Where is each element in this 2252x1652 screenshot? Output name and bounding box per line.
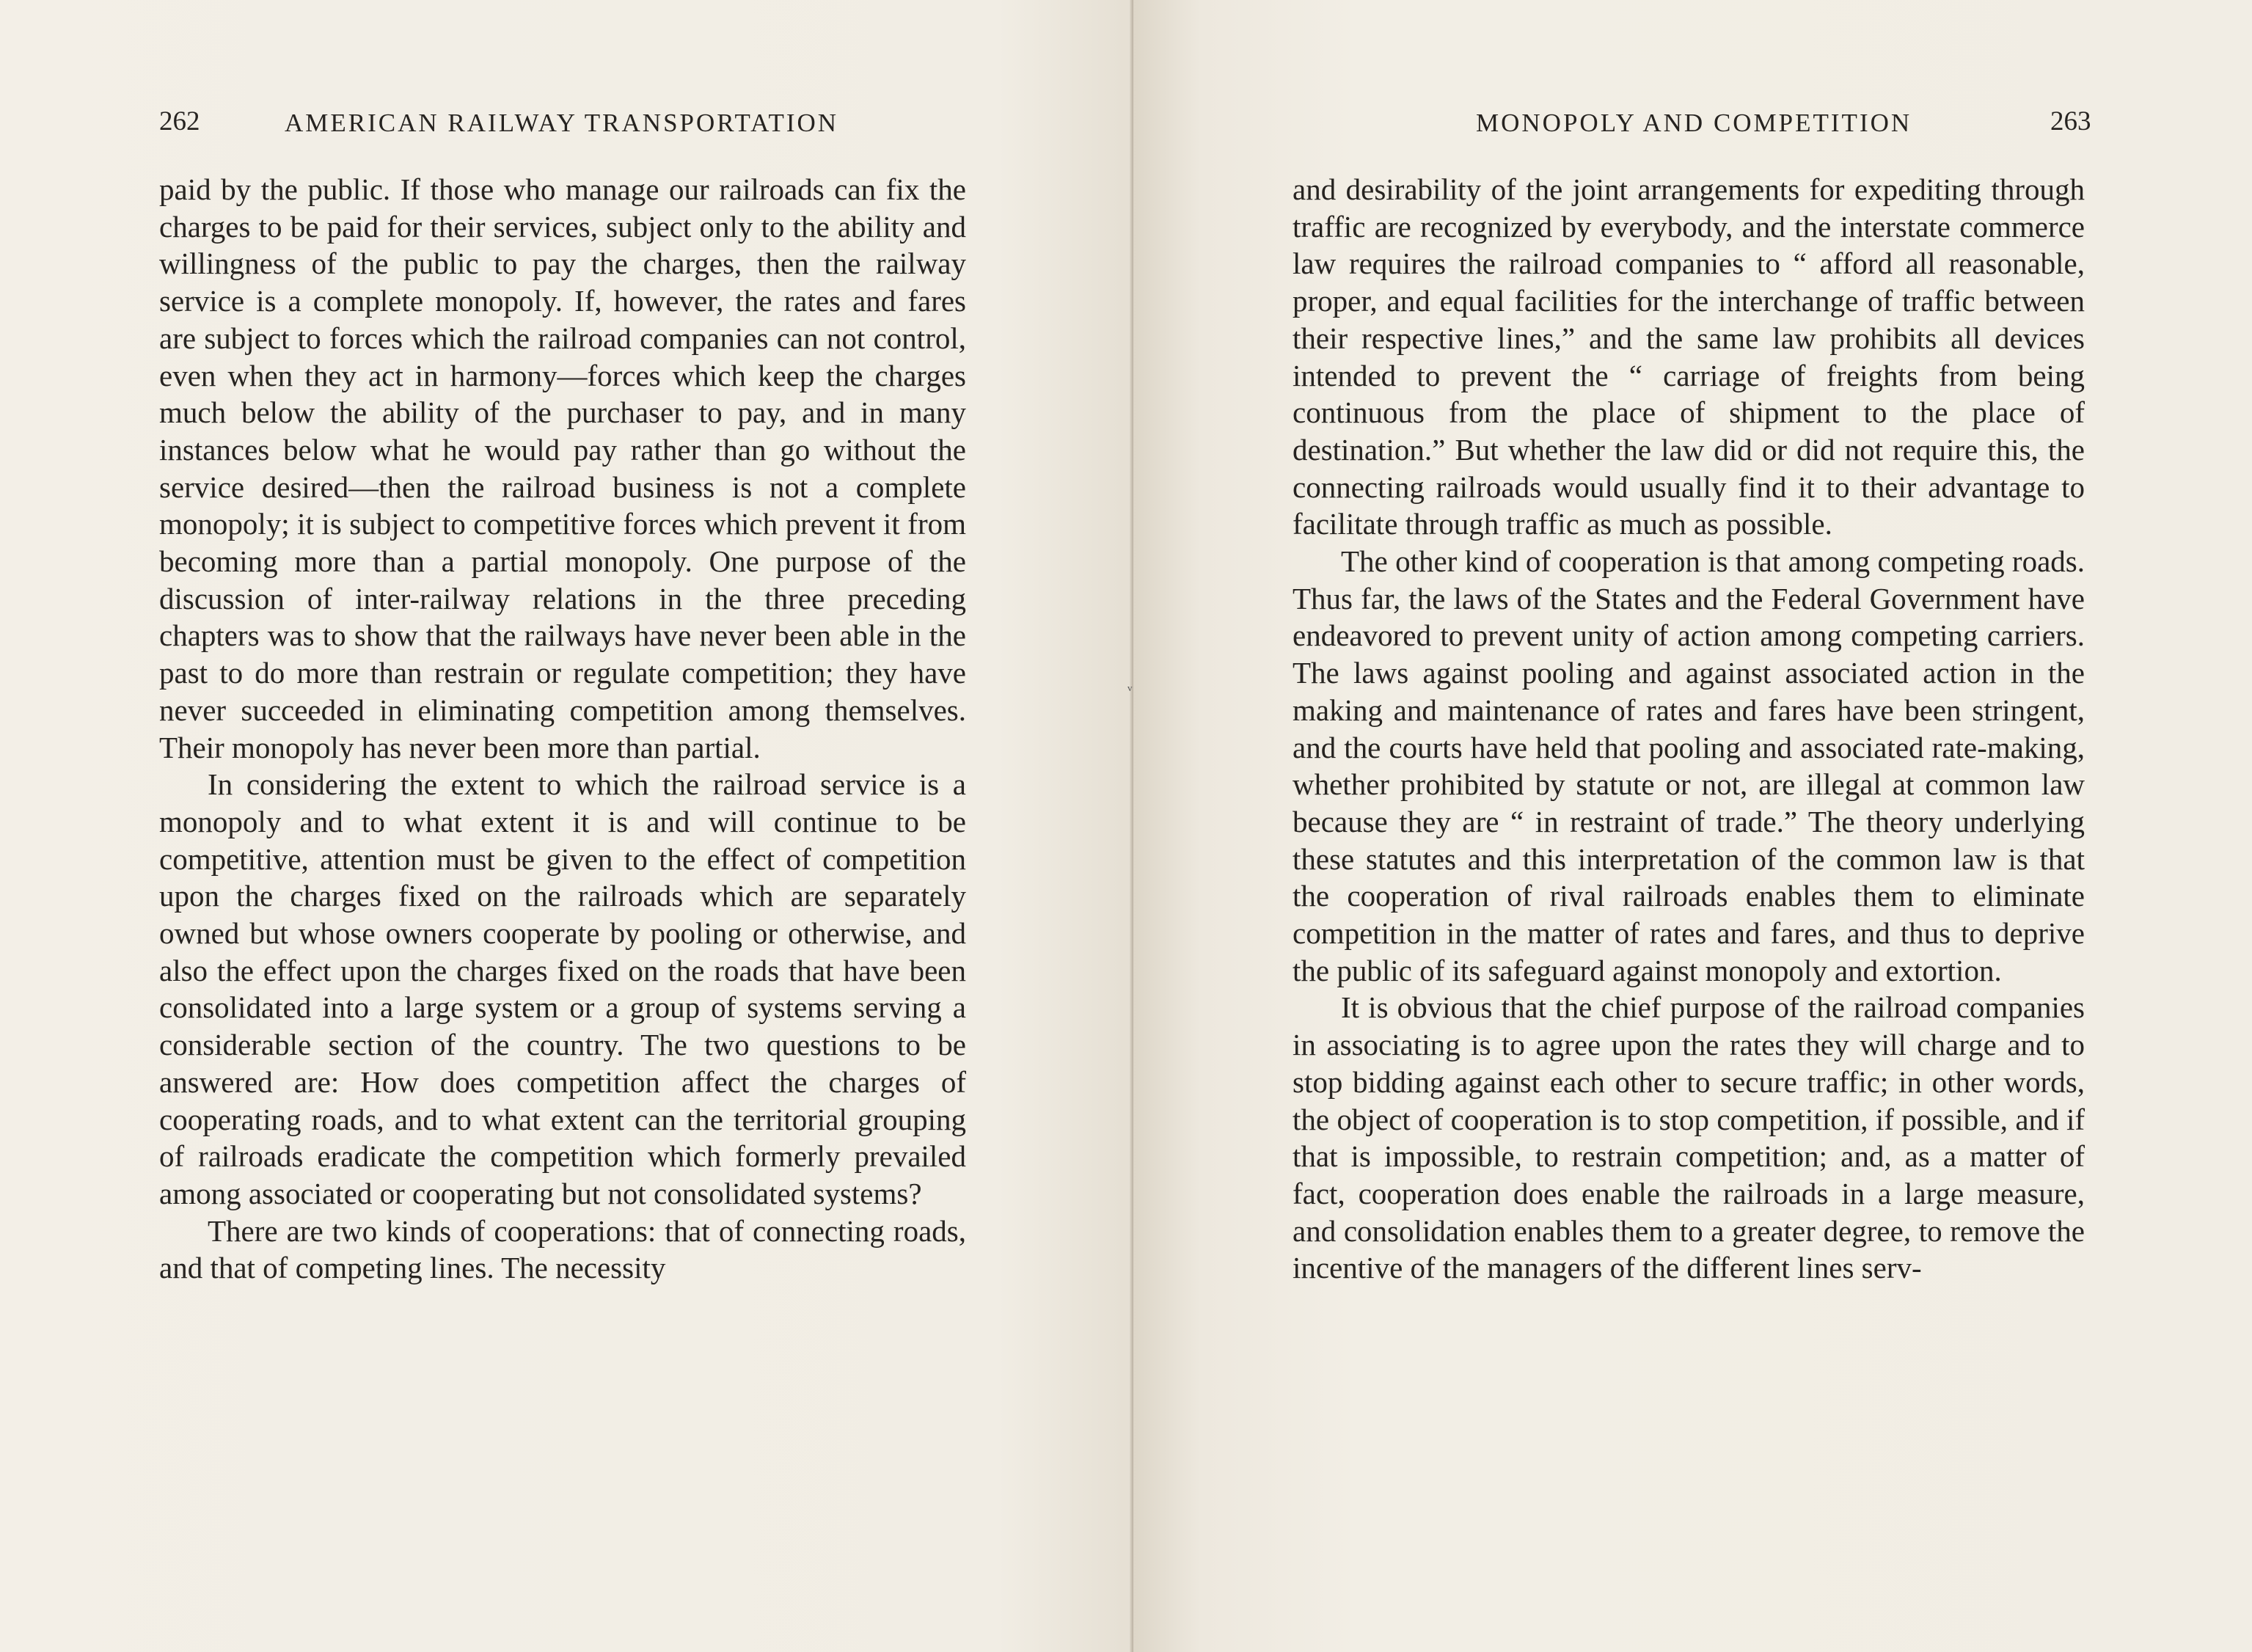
left-body-text	[159, 171, 966, 1287]
right-body-text	[1293, 171, 2085, 1287]
right-page-number: 263	[2050, 106, 2091, 136]
paragraph: It is obvious that the chief purpose of the railroad companies in associating is to agree upon the rates they will charge and to stop bidding against each other to secure traffic; in other words, the object of cooperation is to stop competition, if possible, and if that is impossible, to restrain competition; and, as a matter of fact, cooperation does enable the railroads in a large measure, and consolidation enables them to a greater degree, to remove the incentive of the managers of the different lines serv-	[1293, 990, 2085, 1285]
paragraph: The other kind of cooperation is that among competing roads. Thus far, the laws of the States and the Federal Government have endeavored to prevent unity of action among competing carriers. The laws against pooling and against associated action in the making and maintenance of rates and fares have been stringent, and the courts have held that pooling and associated rate-making, whether prohibited by statute or not, are illegal at common law because they are “ in restraint of trade.” The theory underlying these statutes and this interpretation of the common law is that the cooperation of rival railroads enables them to eliminate competition in the matter of rates and fares, and thus to deprive the public of its safeguard against monopoly and extortion.	[1293, 544, 2085, 987]
paragraph: and desirability of the joint arrangements for expediting through traffic are recognized by everybody, and the interstate commerce law requires the railroad companies to “ afford all reasonable, proper, and equal facilities for the interchange of traffic between their respective lines,” and the same law prohibits all devices intended to prevent the “ carriage of freights from being continuous from the place of shipment to the place of destination.” But whether the law did or did not require this, the connecting railroads would usually find it to their advantage to facilitate through traffic as much as possible.	[1293, 172, 2085, 541]
paragraph: There are two kinds of cooperations: that of connecting roads, and that of competing lines. The necessity	[159, 1213, 966, 1285]
paragraph: paid by the public. If those who manage our railroads can fix the charges to be paid for their services, subject only to the ability and willingness of the public to pay the charges, then the railway service is a complete monopoly. If, however, the rates and fares are subject to forces which the railroad companies can not control, even when they act in harmony—forces which keep the charges much below the ability of the purchaser to pay, and in many instances below what he would pay rather than go without the service desired—then the railroad business is not a complete monopoly; it is subject to competitive forces which prevent it from becoming more than a partial monopoly. One purpose of the discussion of inter-railway relations in the three preceding chapters was to show that the railways have never been able in the past to do more than restrain or regulate competition; they have never succeeded in eliminating competition among themselves. Their monopoly has never been more than partial.	[159, 172, 966, 764]
right-page	[1133, 0, 2252, 1652]
left-running-head: AMERICAN RAILWAY TRANSPORTATION	[285, 109, 839, 137]
right-running-head: MONOPOLY AND COMPETITION	[1476, 109, 1912, 137]
paragraph: In considering the extent to which the railroad service is a monopoly and to what extent it is and will continue to be competitive, attention must be given to the effect of competition upon the charges fixed on the railroads which are separately owned but whose owners cooperate by pooling or otherwise, and also the effect upon the charges fixed on the roads that have been consolidated into a large system or a group of systems serving a considerable section of the country. The two questions to be answered are: How does competition affect the charges of cooperating roads, and to what extent can the territorial grouping of railroads eradicate the competition which formerly prevailed among associated or cooperating but not consolidated systems?	[159, 767, 966, 1210]
gutter-mark: ᵥ	[1127, 675, 1133, 693]
left-page-number: 262	[159, 106, 200, 136]
